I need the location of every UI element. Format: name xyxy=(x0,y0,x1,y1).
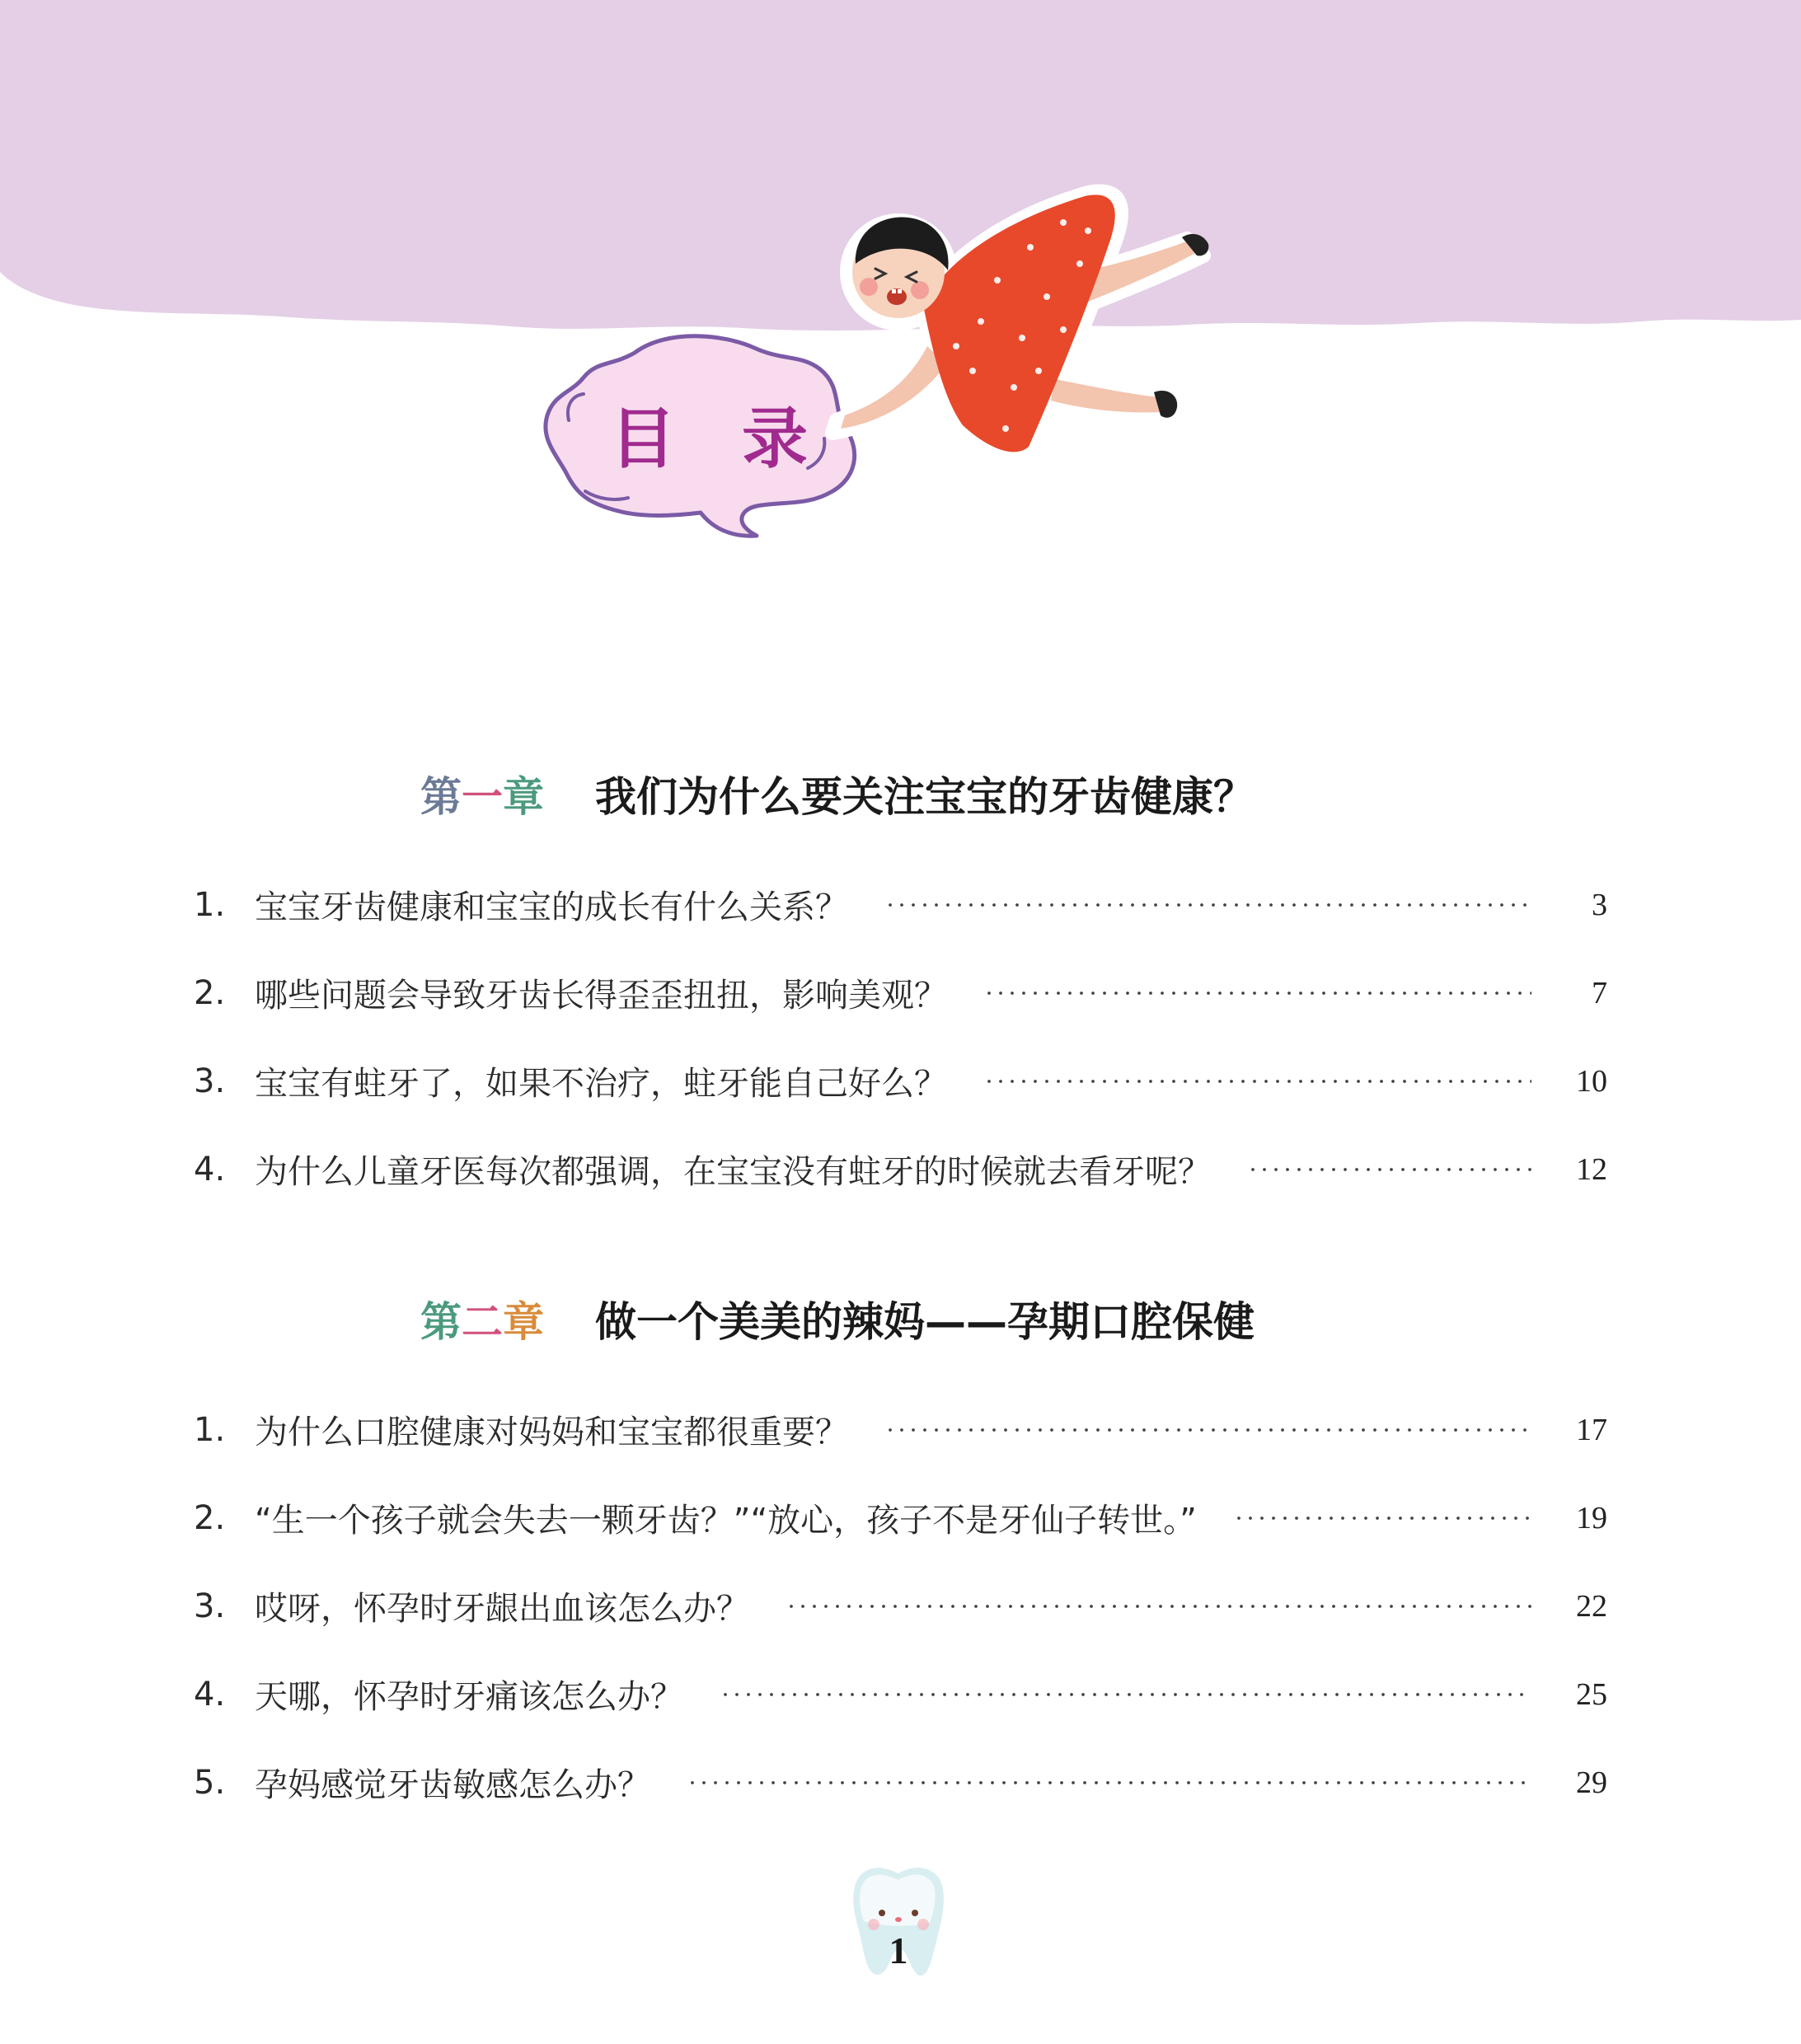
toc-item-number: 3. xyxy=(194,1587,226,1625)
chapter-2-label-char-3: 章 xyxy=(503,1298,544,1346)
toc-item-page: 29 xyxy=(1576,1765,1607,1800)
toc-item-page: 7 xyxy=(1592,975,1607,1010)
page-number: 1 xyxy=(889,1929,908,1971)
toc-item-title: 为什么口腔健康对妈妈和宝宝都很重要？ xyxy=(255,1413,848,1451)
chapter-2-title: 做一个美美的辣妈——孕期口腔保健 xyxy=(595,1298,1255,1346)
toc-item-page: 3 xyxy=(1592,887,1607,922)
toc-item-number: 4. xyxy=(194,1675,226,1713)
toc-item[interactable] xyxy=(194,1125,1607,1213)
toc-item[interactable] xyxy=(194,1037,1607,1125)
chapter-2-heading xyxy=(420,1286,1255,1352)
toc-dot-leader xyxy=(884,1426,1531,1434)
chapter-1-label-char-2: 一 xyxy=(462,773,503,821)
chapter-2-label-char-2: 二 xyxy=(462,1298,503,1346)
toc-item-number: 2. xyxy=(194,1498,226,1537)
chapter-1-toc-list xyxy=(194,860,1607,1213)
toc-item-title: 哎呀，怀孕时牙龈出血该怎么办？ xyxy=(255,1590,749,1628)
toc-item-title: 天哪，怀孕时牙痛该怎么办？ xyxy=(255,1678,683,1716)
toc-item[interactable] xyxy=(194,1562,1607,1650)
toc-dot-leader xyxy=(1233,1514,1531,1522)
toc-item-title: 为什么儿童牙医每次都强调，在宝宝没有蛀牙的时候就去看牙呢？ xyxy=(255,1153,1211,1191)
chapter-1-label-char-1: 第 xyxy=(420,773,462,821)
chapter-1-label-char-3: 章 xyxy=(503,773,544,821)
toc-item-number: 2. xyxy=(194,973,226,1012)
toc-item-page: 25 xyxy=(1576,1676,1607,1712)
toc-item-number: 5. xyxy=(194,1763,226,1802)
title-char-2: 录 xyxy=(742,400,808,477)
toc-dot-leader xyxy=(1247,1165,1531,1174)
toc-item-page: 19 xyxy=(1576,1500,1607,1535)
page-title xyxy=(610,387,808,478)
toc-item-page: 17 xyxy=(1576,1412,1607,1447)
toc-item-number: 1. xyxy=(194,1410,226,1449)
chapter-1-heading xyxy=(420,761,1255,827)
toc-item-title: 宝宝牙齿健康和宝宝的成长有什么关系？ xyxy=(255,888,848,926)
toc-dot-leader xyxy=(687,1779,1531,1787)
toc-dot-leader xyxy=(983,1077,1531,1085)
girl-illustration xyxy=(816,181,1261,478)
toc-item[interactable] xyxy=(194,860,1607,949)
toc-item-title: “生一个孩子就会失去一颗牙齿？”“放心，孩子不是牙仙子转世。” xyxy=(255,1502,1197,1540)
toc-item-title: 宝宝有蛀牙了，如果不治疗，蛀牙能自己好么？ xyxy=(255,1065,947,1103)
toc-item-number: 1. xyxy=(194,885,226,924)
toc-dot-leader xyxy=(983,989,1531,997)
toc-dot-leader xyxy=(884,901,1531,909)
toc-dot-leader xyxy=(720,1690,1531,1699)
toc-item-number: 4. xyxy=(194,1150,226,1188)
toc-item[interactable] xyxy=(194,1650,1607,1738)
chapter-2-label-char-1: 第 xyxy=(420,1298,462,1346)
toc-item-title: 孕妈感觉牙齿敏感怎么办？ xyxy=(255,1766,650,1804)
chapter-1-title: 我们为什么要关注宝宝的牙齿健康？ xyxy=(595,773,1255,821)
toc-item[interactable] xyxy=(194,1474,1607,1562)
chapter-2-toc-list xyxy=(194,1385,1607,1826)
toc-item-page: 22 xyxy=(1576,1588,1607,1624)
toc-item[interactable] xyxy=(194,1385,1607,1474)
toc-item-number: 3. xyxy=(194,1062,226,1100)
toc-dot-leader xyxy=(786,1602,1531,1610)
toc-item-page: 12 xyxy=(1576,1151,1607,1187)
chapter-2-label xyxy=(420,1289,544,1348)
chapter-1-label xyxy=(420,764,544,823)
toc-item-title: 哪些问题会导致牙齿长得歪歪扭扭，影响美观？ xyxy=(255,977,947,1015)
toc-item-page: 10 xyxy=(1576,1063,1607,1099)
title-char-1: 目 xyxy=(610,400,676,477)
toc-item[interactable] xyxy=(194,949,1607,1037)
toc-item[interactable] xyxy=(194,1738,1607,1826)
